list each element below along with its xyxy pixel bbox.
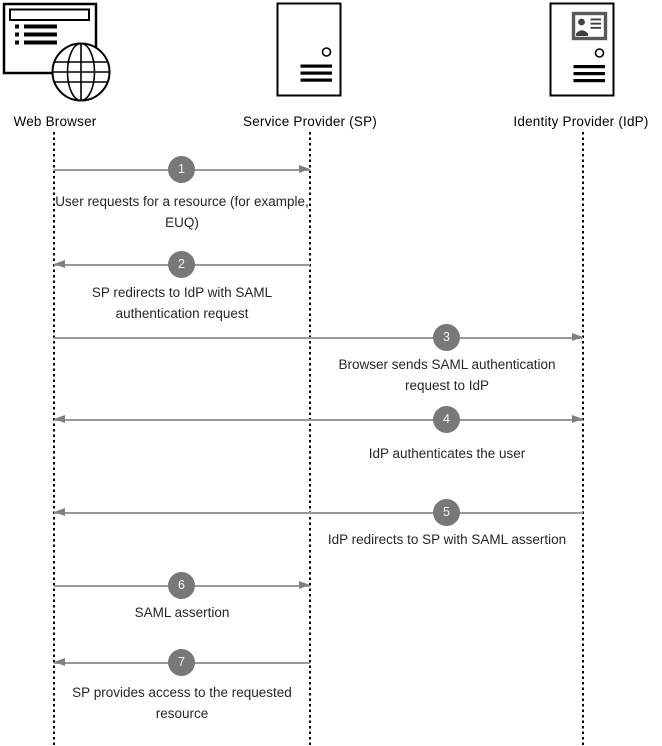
message-caption: Browser sends SAML authentication request to IdP <box>338 357 556 393</box>
actor-label-web-browser: Web Browser <box>13 114 97 129</box>
message-caption: IdP authenticates the user <box>368 446 526 461</box>
arrowhead-left-icon <box>54 260 65 268</box>
arrow-line <box>54 337 583 339</box>
actor-label-identity-provider: Identity Provider (IdP) <box>513 114 649 129</box>
step-badge: 7 <box>168 649 195 676</box>
arrowhead-right-icon <box>572 415 583 423</box>
arrowhead-left-icon <box>54 658 65 666</box>
step-badge: 1 <box>168 156 195 183</box>
server-icon <box>276 2 342 97</box>
browser-globe-icon <box>2 2 114 104</box>
step-badge: 5 <box>433 499 460 526</box>
arrowhead-left-icon <box>54 508 65 516</box>
arrowhead-right-icon <box>572 333 583 341</box>
message-caption: SP redirects to IdP with SAML authentication request <box>91 285 273 321</box>
message-caption: User requests for a resource (for example, EUQ) <box>55 194 309 230</box>
lifeline-identity-provider <box>582 132 584 746</box>
step-badge: 4 <box>433 406 460 433</box>
message-caption: IdP redirects to SP with SAML assertion <box>327 532 567 547</box>
actor-label-service-provider: Service Provider (SP) <box>243 114 377 129</box>
arrow-line <box>54 512 583 514</box>
arrow-line <box>54 419 583 421</box>
arrowhead-right-icon <box>299 165 310 173</box>
step-badge: 2 <box>168 251 195 278</box>
message-caption: SAML assertion <box>134 605 230 620</box>
step-badge: 3 <box>433 324 460 351</box>
arrowhead-right-icon <box>299 581 310 589</box>
step-badge: 6 <box>168 572 195 599</box>
message-caption: SP provides access to the requested resource <box>72 685 292 721</box>
server-id-badge-icon <box>549 2 615 97</box>
arrowhead-left-icon <box>54 415 65 423</box>
